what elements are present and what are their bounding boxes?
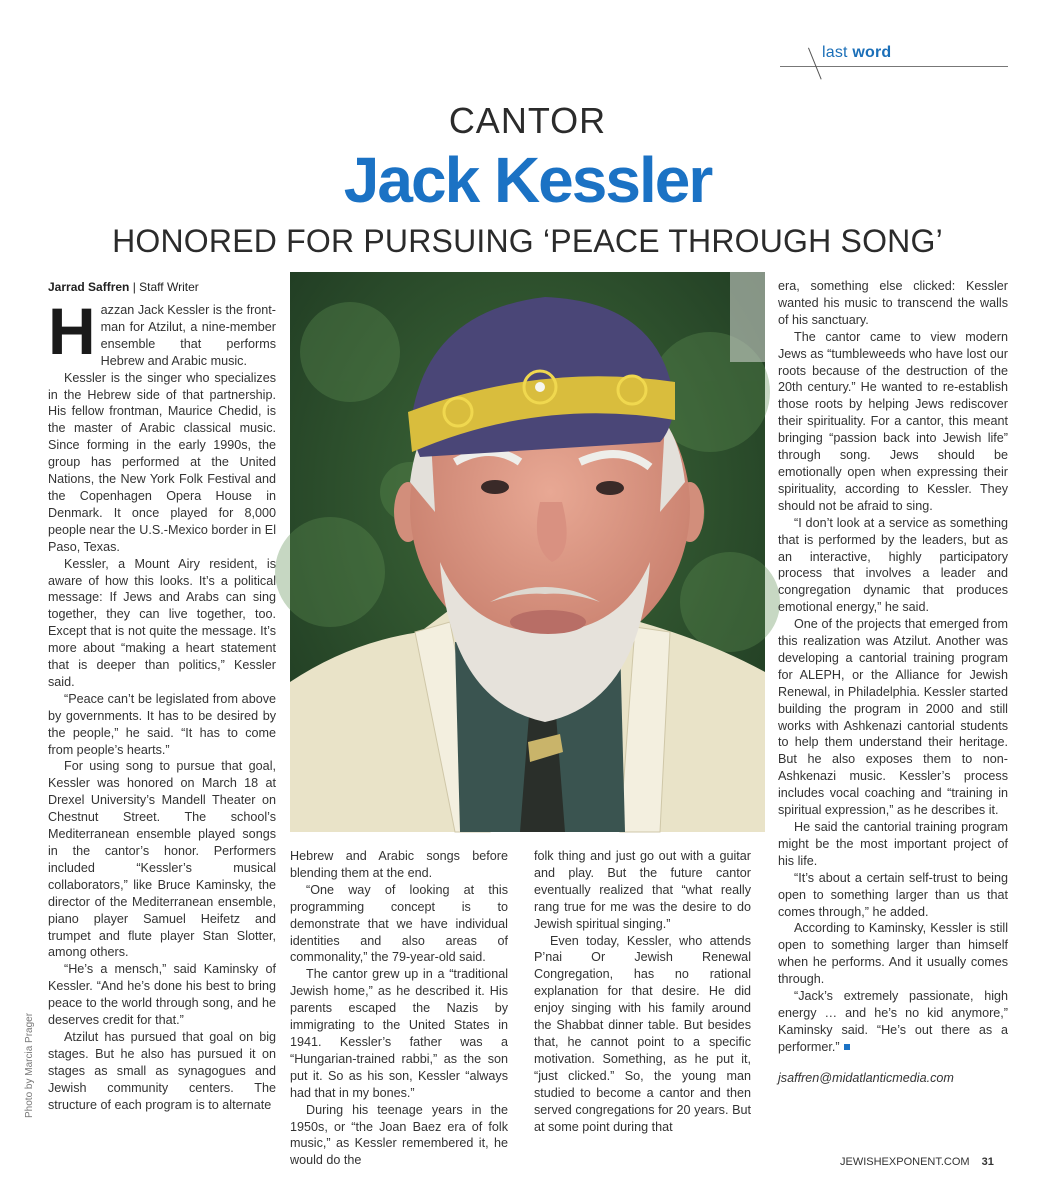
article-column-2 <box>290 848 508 1168</box>
article-paragraph: “One way of looking at this programming concept is to demonstrate that we have individual identities and also areas of commonality,” the 79-year-old said. <box>290 882 508 965</box>
article-paragraph: Kessler, a Mount Airy resident, is aware of how this looks. It’s a political message: If Jews and Arabs can sing together, they can live together, too. Except that is not quite the message. It’s more about “making a heart statement that is deeper than politics,” Kessler said. <box>48 556 276 689</box>
headline-kicker: CANTOR <box>448 100 607 141</box>
section-prefix: last <box>822 44 848 61</box>
section-emphasis: word <box>852 44 892 61</box>
article-paragraph: For using song to pursue that goal, Kessler was honored on March 18 at Drexel University’s Mandell Theater on Chestnut Street. The school’s Mediterranean ensemble played songs in the cantor’s honor. Performers included “Kessler’s musical collaborators,” like Bruce Kaminsky, the director of the Mediterranean ensemble, piano player Samuel Heifetz and trumpet and flute player Stan Slotter, among others. <box>48 759 276 960</box>
article-column-1 <box>48 294 276 1130</box>
end-mark-icon <box>844 1044 850 1050</box>
paragraph-text: azzan Jack Kessler is the front-man for Atzilut, a nine-member ensemble that performs Hebrew and Arabic music. <box>100 303 276 368</box>
page-footer <box>840 1156 1020 1169</box>
article-paragraph: One of the projects that emerged from this realization was Atzilut. Another was developing a cantorial training program for ALEPH, or the Alliance for Jewish Renewal, in Philadelphia. Kessler started building the program in 2000 and still works with Ashkenazi cantorial students to help them understand their heritage. But he also exposes them to non-Ashkenazi music. Kessler’s process includes vocal coaching and “training in spiritual expression,” as he describes it. <box>778 617 1008 818</box>
photo-credit: Photo by Marcia Prager <box>24 1012 35 1118</box>
section-label <box>822 44 891 62</box>
section-tag <box>780 44 1048 66</box>
article-column-4 <box>778 278 1008 1130</box>
portrait-illustration <box>290 272 765 832</box>
article-paragraph: “He’s a mensch,” said Kaminsky of Kessler. “And he’s done his best to bring peace to the world through song, and he deserves credit for that.” <box>48 962 276 1028</box>
article-paragraph <box>778 988 1008 1056</box>
article-paragraph: The cantor came to view modern Jews as “tumbleweeds who have lost our roots because of the destruction of the 20th century.” He wanted to re-establish those roots by helping Jews rediscover their spirituality. For a cantor, this meant bringing “passion back into Jewish life” through song. Jews should be emotionally open when expressing their spirituality, according to Kessler. They should not be afraid to sing. <box>778 329 1008 513</box>
section-rule <box>780 66 1008 67</box>
article-paragraph: Hebrew and Arabic songs before blending them at the end. <box>290 849 508 880</box>
article-paragraph: Even today, Kessler, who attends P’nai Or Jewish Renewal Congregation, has no rational explanation for that desire. He did enjoy singing with his family around the Shabbat dinner table. But besides that, he cannot point to a specific motivation. Something, as he put it, “just clicked.” So, the young man studied to become a cantor and then served congregations for 20 years. But at some point during that <box>534 933 751 1134</box>
article-paragraph: According to Kaminsky, Kessler is still open to something larger than himself when he performs. And it usually comes through. <box>778 921 1008 987</box>
footer-site[interactable]: JEWISHEXPONENT.COM <box>840 1156 970 1168</box>
page-number: 31 <box>981 1156 994 1168</box>
final-paragraph-text: “Jack’s extremely passionate, high energy … and he’s no kid anymore,” Kaminsky said. “He’s out there as a performer.” <box>778 989 1008 1054</box>
article-column-3 <box>534 848 751 1134</box>
portrait-photo <box>290 272 765 832</box>
author-email-link[interactable]: jsaffren@midatlanticmedia.com <box>778 1070 954 1085</box>
headline-deck: HONORED FOR PURSUING ‘PEACE THROUGH SONG’ <box>112 223 943 259</box>
article-paragraph: “It’s about a certain self-trust to being open to something larger than us that comes through,” he added. <box>778 870 1008 919</box>
article-paragraph: He said the cantorial training program might be the most important project of his life. <box>778 820 1008 868</box>
article-paragraph: Kessler is the singer who specializes in the Hebrew side of that partnership. His fellow frontman, Maurice Chedid, is the master of Arabic classical music. Since forming in the early 1990s, the group has performed at the United Nations, the New York Folk Festival and the Copenhagen Opera House in Denmark. It once played for 8,000 people near the U.S.-Mexico border in El Paso, Texas. <box>48 370 276 554</box>
byline <box>48 280 199 294</box>
article-paragraph: “Peace can’t be legislated from above by governments. It has to be desired by the people,” he said. “It has to come from people’s hearts.” <box>48 691 276 757</box>
article-paragraph: folk thing and just go out with a guitar and play. But the future cantor eventually realized that “what really rang true for me was the desire to do Jewish spiritual singing.” <box>534 849 751 931</box>
byline-role: | Staff Writer <box>132 280 199 294</box>
article-paragraph: During his teenage years in the 1950s, or “the Joan Baez era of folk music,” as Kessler remembered it, he would do the <box>290 1102 508 1168</box>
drop-cap: H <box>48 294 96 368</box>
article-paragraph: Atzilut has pursued that goal on big stages. But he also has pursued it on stages as small as synagogues and Jewish community centers. The structure of each program is to alternate <box>48 1029 276 1112</box>
article-paragraph: “I don’t look at a service as something that is performed by the leaders, but as an interactive, highly participatory process that involves a leader and congregation dynamic that produces emotional energy,” he said. <box>778 515 1008 615</box>
headline-name: Jack Kessler <box>343 144 712 216</box>
byline-author: Jarrad Saffren <box>48 280 130 294</box>
section-slash-mark <box>808 48 822 80</box>
article-paragraph <box>48 294 276 370</box>
article-paragraph: era, something else clicked: Kessler wanted his music to transcend the walls of his sanctuary. <box>778 279 1008 327</box>
article-paragraph: The cantor grew up in a “traditional Jewish home,” as he described it. His parents escaped the Nazis by immigrating to the United States in 1941. Kessler’s father was a “Hungarian-trained rabbi,” as the son put it. So as his son, Kessler “always had that in my bones.” <box>290 967 508 1100</box>
